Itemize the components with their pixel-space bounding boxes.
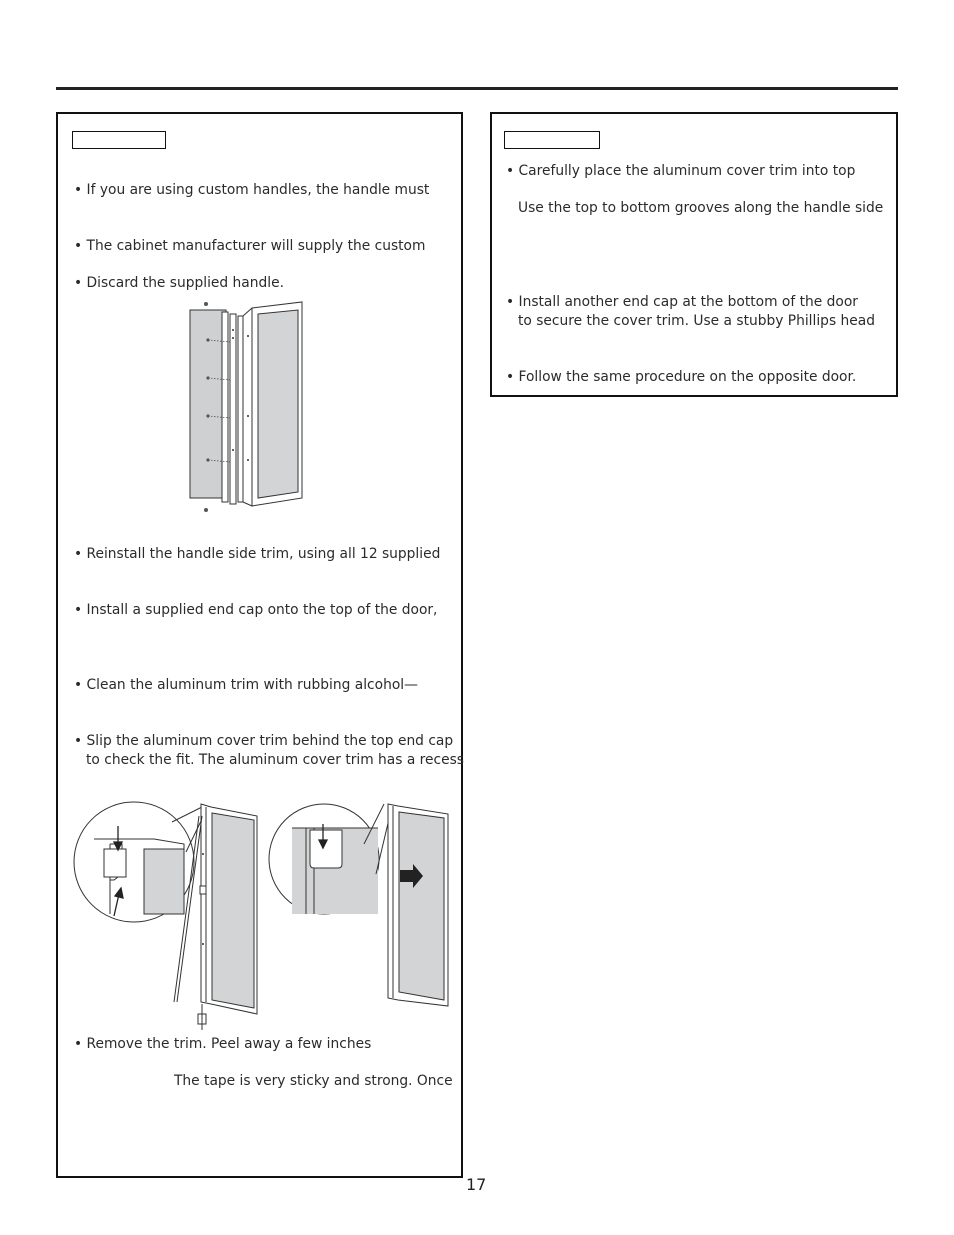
section-label-box (504, 131, 600, 149)
right-instruction-panel (490, 112, 898, 397)
instruction-line: to check the fit. The aluminum cover trim has a recess (86, 752, 464, 768)
instruction-line: • Discard the supplied handle. (74, 275, 284, 291)
instruction-line: • Clean the aluminum trim with rubbing alcohol— (74, 677, 418, 693)
left-instruction-panel (56, 112, 463, 1178)
instruction-line: • Reinstall the handle side trim, using all 12 supplied (74, 546, 441, 562)
instruction-line: • The cabinet manufacturer will supply the custom (74, 238, 426, 254)
instruction-line: • Follow the same procedure on the opposite door. (506, 369, 857, 385)
instruction-line: • If you are using custom handles, the handle must (74, 182, 430, 198)
handle-trim-door-figure (186, 300, 310, 514)
instruction-line: The tape is very sticky and strong. Once (174, 1073, 453, 1089)
instruction-line: • Install another end cap at the bottom of the door (506, 294, 858, 310)
instruction-line: • Remove the trim. Peel away a few inches (74, 1036, 372, 1052)
instruction-line: • Slip the aluminum cover trim behind the top end cap (74, 733, 454, 749)
section-label-box (72, 131, 166, 149)
instruction-line: • Install a supplied end cap onto the top of the door, (74, 602, 438, 618)
instruction-line: • Carefully place the aluminum cover trim into top (506, 163, 856, 179)
cover-trim-fit-figure (74, 804, 452, 1034)
page-number: 17 (466, 1175, 487, 1194)
instruction-line: Use the top to bottom grooves along the handle side (518, 200, 884, 216)
instruction-line: to secure the cover trim. Use a stubby Phillips head (518, 313, 875, 329)
header-rule (56, 87, 898, 90)
